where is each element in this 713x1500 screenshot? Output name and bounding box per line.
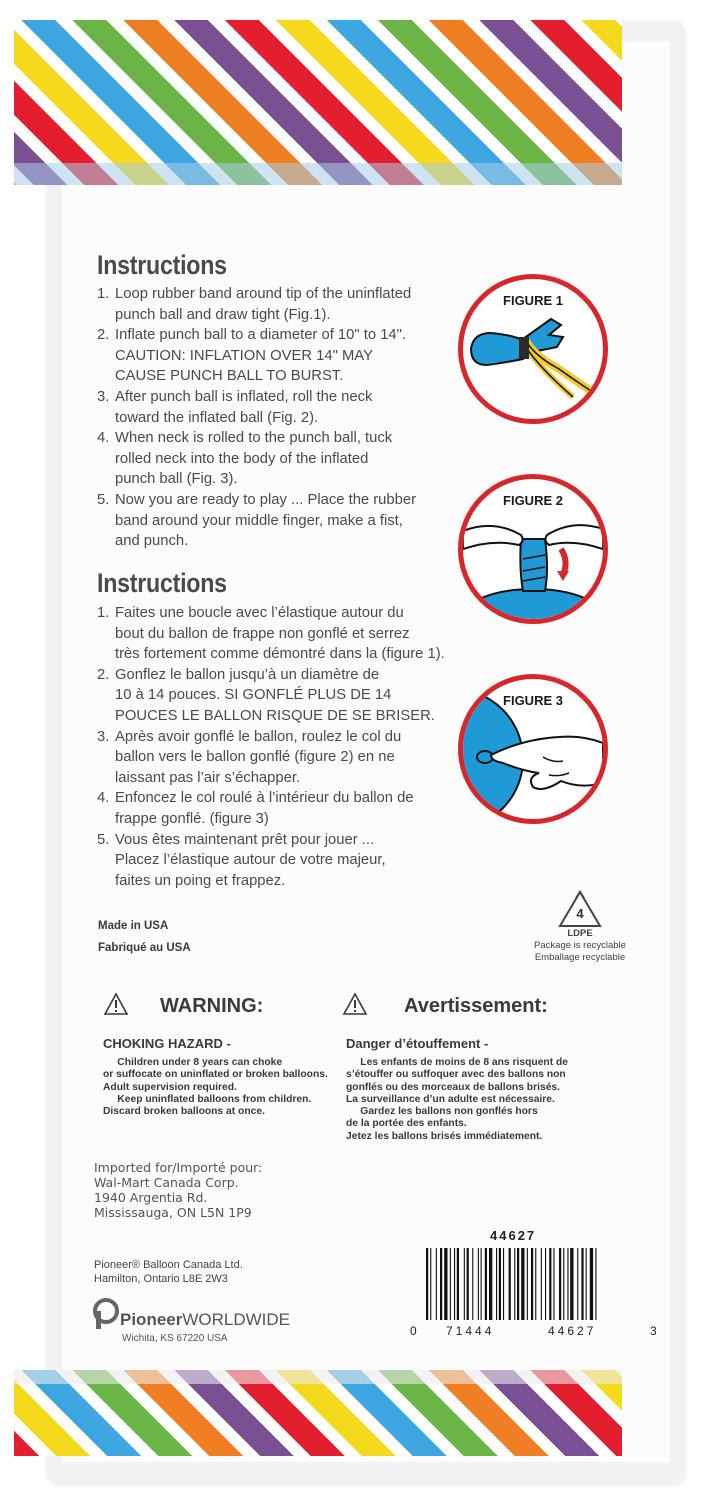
warning-title-en: WARNING:	[160, 995, 264, 1017]
pioneer-brand-bold: Pioneer	[120, 1310, 183, 1329]
instruction-step	[97, 284, 437, 325]
made-in-en: Made in USA	[98, 920, 169, 932]
step-text: When neck is rolled to the punch ball, tuck rolled neck into the body of the inflated punch ball (Fig. 3).	[115, 430, 393, 488]
figure-3	[458, 674, 608, 824]
stripe-shade	[14, 1370, 622, 1384]
pioneer-brand	[120, 1310, 290, 1330]
instruction-step	[97, 727, 467, 789]
step-text: Enfoncez le col roulé à l’intérieur du ballon de frappe gonflé. (figure 3)	[115, 790, 414, 827]
step-number: 4.	[97, 430, 110, 447]
barcode-bar	[570, 1248, 573, 1320]
instruction-step	[97, 830, 467, 892]
pioneer-city: Wichita, KS 67220 USA	[122, 1333, 228, 1344]
manufacturer-line: Pioneer® Balloon Canada Ltd.	[94, 1259, 243, 1271]
manufacturer-line: Hamilton, Ontario L8E 2W3	[94, 1273, 228, 1285]
step-number: 3.	[97, 388, 110, 405]
hazard-line: s’étouffer ou suffoquer avec des ballons non	[346, 1069, 566, 1081]
instruction-step	[97, 603, 467, 665]
barcode-bar	[464, 1248, 465, 1320]
barcode-bar	[567, 1248, 568, 1320]
barcode-bar	[444, 1248, 447, 1320]
barcode-bar	[478, 1248, 479, 1320]
barcode-bar	[436, 1248, 437, 1320]
barcode-bar	[545, 1248, 546, 1320]
pioneer-brand-rest: WORLDWIDE	[182, 1310, 291, 1329]
instruction-step	[97, 387, 437, 428]
warning-triangle-icon	[103, 992, 129, 1016]
importer-line: Imported for/Importé pour:	[94, 1160, 263, 1175]
barcode-bar	[472, 1248, 473, 1320]
barcode-bar	[595, 1248, 596, 1320]
step-number: 1.	[97, 286, 110, 302]
importer-line: Mississauga, ON L5N 1P9	[94, 1205, 252, 1220]
barcode-bar	[467, 1248, 469, 1320]
step-number: 3.	[97, 728, 110, 745]
step-text: Loop rubber band around tip of the uninflated punch ball and draw tight (Fig.1).	[115, 286, 412, 323]
figure-2	[458, 474, 608, 624]
barcode-bar	[541, 1248, 542, 1320]
barcode-bar	[509, 1248, 511, 1320]
stripe-shade	[14, 163, 622, 185]
instruction-step	[97, 788, 467, 829]
hazard-line: Adult supervision required.	[103, 1081, 237, 1093]
warning-title-fr: Avertissement:	[404, 995, 548, 1017]
manufacturer-address	[94, 1258, 243, 1286]
instruction-step	[97, 665, 467, 727]
recycle-material: LDPE	[567, 928, 593, 939]
barcode-bar	[503, 1248, 504, 1320]
instruction-step	[97, 490, 437, 552]
barcode-bar	[581, 1248, 583, 1320]
step-text: Après avoir gonflé le ballon, roulez le col du ballon vers le ballon gonflé (figure 2) en ne laissant pas l’air s’échapper.	[115, 728, 402, 786]
importer-line: Wal-Mart Canada Corp.	[94, 1175, 239, 1190]
barcode-bar	[440, 1248, 442, 1320]
barcode-bar	[426, 1248, 428, 1320]
barcode-bar	[549, 1248, 551, 1320]
barcode-digit-left: 0	[410, 1324, 417, 1338]
barcode-bar	[590, 1248, 593, 1320]
top-stripe-band	[14, 20, 622, 185]
hazard-line: Discard broken balloons at once.	[103, 1106, 265, 1118]
hazard-text-en	[103, 1057, 328, 1118]
instruction-step	[97, 428, 437, 490]
step-text: Now you are ready to play ... Place the rubber band around your middle finger, make a fist, and punch.	[115, 491, 417, 550]
made-in-fr: Fabriqué au USA	[98, 942, 191, 954]
step-number: 5.	[97, 491, 110, 508]
upc-barcode	[424, 1248, 642, 1320]
hazard-title-en: CHOKING HAZARD -	[103, 1036, 231, 1051]
barcode-bar	[517, 1248, 519, 1320]
step-text: Gonflez le ballon jusqu’à un diamètre de 10 à 14 pouces. SI GONFLÉ PLUS DE 14 POUCES LE BALLON RISQUE DE SE BRISER.	[115, 666, 435, 724]
recycle-caption-fr: Emballage recyclable	[534, 952, 626, 963]
step-text: After punch ball is inflated, roll the neck toward the inflated ball (Fig. 2).	[115, 388, 373, 426]
instructions-list-en	[97, 284, 437, 552]
step-text: Inflate punch ball to a diameter of 10" to 14". CAUTION: INFLATION OVER 14" MAY CAUSE PUNCH BALL TO BURST.	[115, 327, 407, 385]
barcode-bar	[559, 1248, 561, 1320]
barcode-bar	[454, 1248, 455, 1320]
step-number: 1.	[97, 605, 110, 621]
instructions-heading-en: Instructions	[97, 250, 227, 280]
barcode-bar	[527, 1248, 528, 1320]
hazard-title-fr: Danger d’étouffement -	[346, 1036, 489, 1051]
barcode-bar	[577, 1248, 578, 1320]
barcode-bar	[457, 1248, 459, 1320]
barcode-bar	[481, 1248, 482, 1320]
figure-1	[458, 274, 608, 424]
barcode-bar	[521, 1248, 524, 1320]
instruction-step	[97, 325, 437, 387]
barcode-bar	[499, 1248, 501, 1320]
bottom-stripe-band	[14, 1370, 622, 1456]
barcode-bar	[450, 1248, 451, 1320]
figure-3-label: FIGURE 3	[503, 693, 563, 708]
step-number: 2.	[97, 327, 110, 344]
warning-triangle-icon	[342, 992, 368, 1016]
step-number: 4.	[97, 790, 110, 807]
figure-2-label: FIGURE 2	[503, 493, 563, 508]
instructions-list-fr	[97, 603, 467, 891]
recycle-caption-en: Package is recyclable	[534, 940, 626, 951]
recycle-code: 4	[576, 906, 584, 921]
hazard-line: Jetez les ballons brisés immédiatement.	[346, 1130, 543, 1142]
barcode-bar	[485, 1248, 487, 1320]
barcode-digit-right: 3	[650, 1324, 657, 1338]
step-text: Vous êtes maintenant prêt pour jouer ... Placez l’élastique autour de votre majeur, faites un poing et frappez.	[115, 831, 386, 889]
barcode-bar	[531, 1248, 533, 1320]
importer-line: 1940 Argentia Rd.	[94, 1190, 208, 1205]
barcode-bar	[430, 1248, 431, 1320]
hazard-line: Gardez les ballons non gonflés hors	[346, 1106, 538, 1118]
hazard-line: gonflés ou des morceaux de ballons brisés.	[346, 1081, 561, 1093]
barcode-bar	[553, 1248, 554, 1320]
step-number: 5.	[97, 831, 110, 848]
hazard-text-fr	[346, 1057, 568, 1143]
barcode-bar	[496, 1248, 497, 1320]
barcode-bar	[514, 1248, 515, 1320]
pioneer-logo-icon	[93, 1298, 119, 1330]
recycle-block	[520, 888, 640, 964]
barcode-bar	[535, 1248, 536, 1320]
barcode-bar	[563, 1248, 564, 1320]
sku-number: 44627	[490, 1228, 537, 1243]
hazard-line: Les enfants de moins de 8 ans risquent de	[346, 1057, 569, 1068]
hazard-line: Keep uninflated balloons from children.	[103, 1093, 312, 1105]
rainbow-stripes	[14, 20, 622, 185]
barcode-bar	[586, 1248, 587, 1320]
barcode-group-left: 71444	[446, 1324, 495, 1338]
figure-1-label: FIGURE 1	[503, 293, 563, 308]
step-number: 2.	[97, 666, 110, 683]
hazard-line: La surveillance d’un adulte est nécessaire.	[346, 1093, 555, 1105]
hazard-line: de la portée des enfants.	[346, 1118, 467, 1130]
hazard-line: or suffocate on uninflated or broken balloons.	[103, 1069, 328, 1081]
step-text: Faites une boucle avec l’élastique autour du bout du ballon de frappe non gonflé et serrez très fortement comme démontré dans la (figure 1).	[115, 605, 445, 663]
instructions-heading-fr: Instructions	[97, 568, 227, 598]
importer-address	[94, 1160, 262, 1220]
barcode-bar	[489, 1248, 492, 1320]
barcode-group-right: 44627	[548, 1324, 597, 1338]
hazard-line: Children under 8 years can choke	[103, 1057, 283, 1068]
